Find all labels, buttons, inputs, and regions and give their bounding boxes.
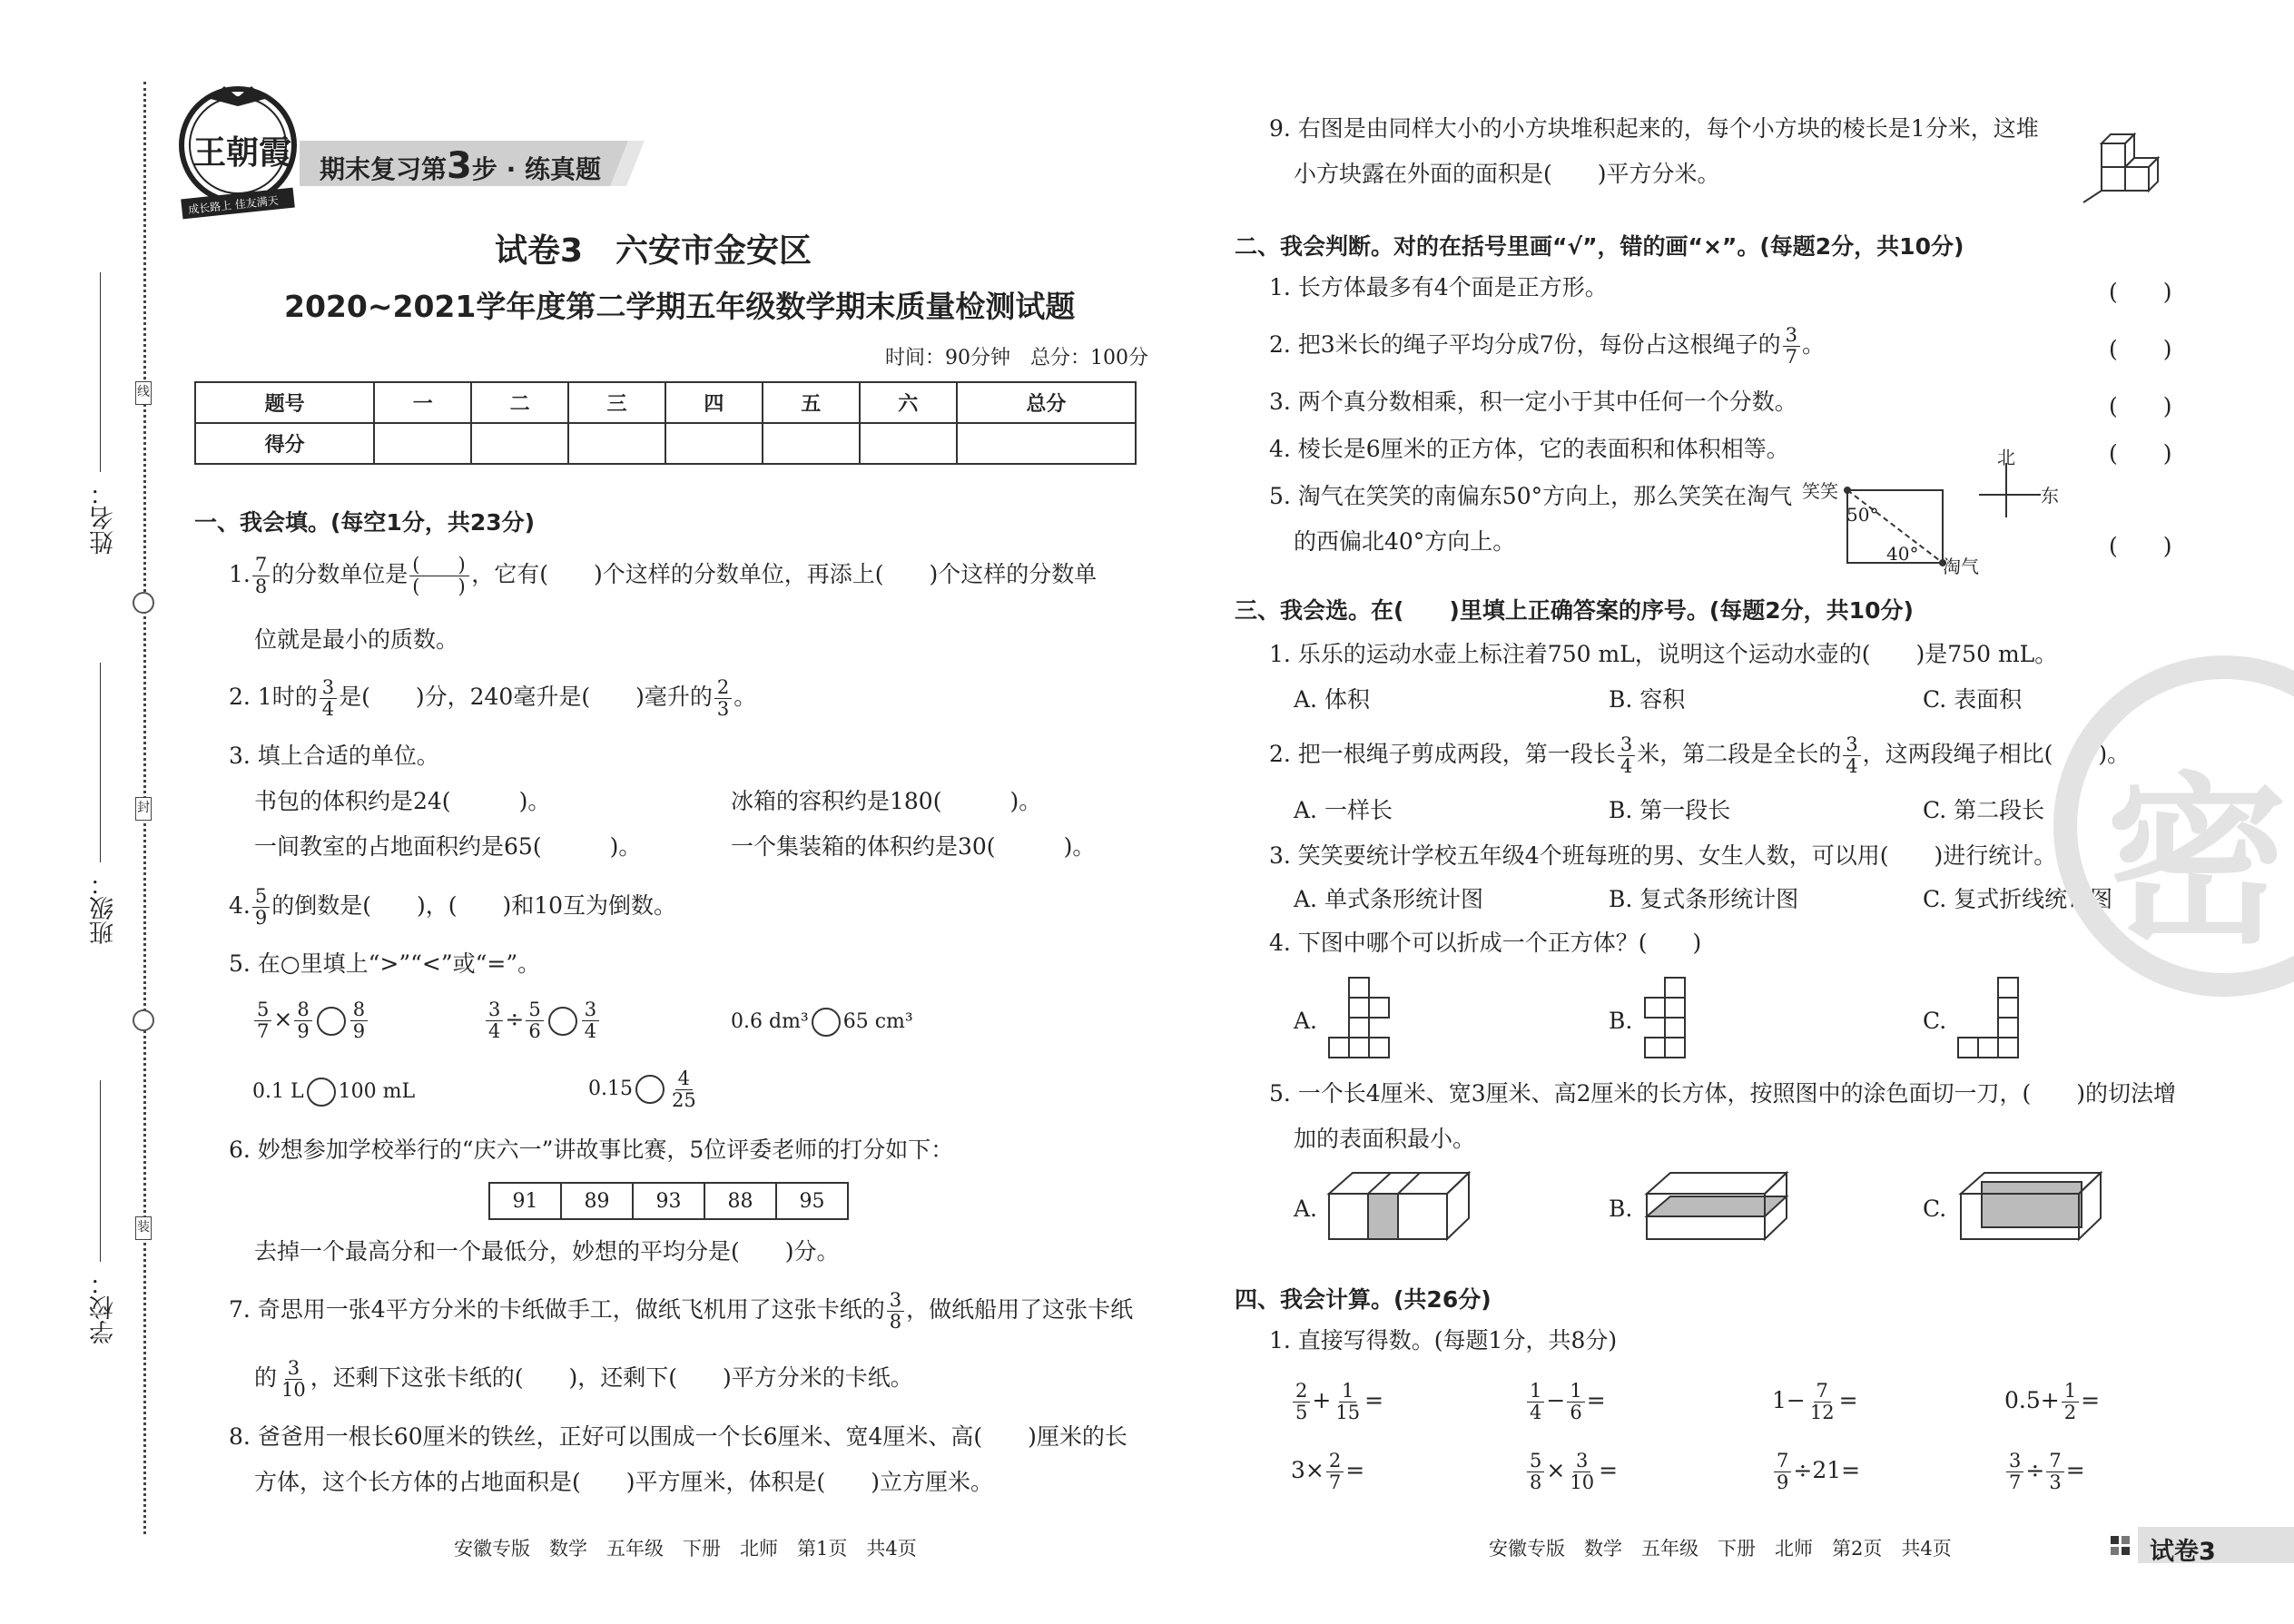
cuboid-cut-c bbox=[1959, 1171, 2104, 1244]
s2-q2: 2. 把3米长的绳子平均分成7份，每份占这根绳子的 $\frac{3}{7}$ 。 bbox=[1269, 324, 1826, 368]
score-header: 六 bbox=[860, 382, 957, 423]
score-header: 一 bbox=[374, 382, 471, 423]
compare-circle[interactable] bbox=[548, 1007, 577, 1036]
cuboid-cut-b bbox=[1645, 1171, 1790, 1244]
exam-meta: 时间：90分钟 总分：100分 bbox=[885, 347, 1148, 369]
score-header: 题号 bbox=[195, 382, 374, 423]
calc-6: $\frac{5}{8}$ × $\frac{3}{10}$ = bbox=[1525, 1445, 1618, 1496]
s1-q3b: 冰箱的容积约是180( )。 bbox=[731, 788, 1042, 814]
s1-q5: 5. 在○里填上“>”“<”或“=”。 bbox=[229, 950, 541, 977]
fraction: $\frac{7}{8}$ bbox=[252, 555, 270, 597]
s3-q1-opt-c[interactable]: C. 表面积 bbox=[1923, 686, 2023, 713]
s3-q5-opt-b[interactable]: B. bbox=[1609, 1196, 1633, 1222]
s3-q3-opt-b[interactable]: B. 复式条形统计图 bbox=[1609, 886, 1799, 912]
s1-q3d: 一个集装箱的体积约是30( )。 bbox=[731, 833, 1096, 860]
s3-q5: 5. 一个长4厘米、宽3厘米、高2厘米的长方体，按照图中的涂色面切一刀，( )的切法增 bbox=[1269, 1080, 2177, 1107]
s1-q2: 2. 1时的 $\frac{3}{4}$ 是( )分，240毫升是( )毫升的 $\frac{2}{3}$ 。 bbox=[229, 676, 757, 720]
fig-xiaoxiao-label: 笑笑 bbox=[1802, 480, 1838, 502]
judge-bracket[interactable]: ( ) bbox=[2109, 440, 2172, 467]
score-header: 五 bbox=[763, 382, 860, 423]
score-cell[interactable] bbox=[860, 423, 957, 464]
s1-q5-expr4: 0.1 L 100 mL bbox=[252, 1078, 415, 1107]
compare-circle[interactable] bbox=[317, 1007, 346, 1036]
s3-q3-opt-a[interactable]: A. 单式条形统计图 bbox=[1294, 886, 1483, 912]
s3-q2-opt-c[interactable]: C. 第二段长 bbox=[1923, 797, 2045, 823]
score-header: 四 bbox=[665, 382, 763, 423]
fig-taoqi-label: 淘气 bbox=[1943, 556, 1979, 577]
s1-q5-expr1: $\frac{5}{7}$ × $\frac{8}{9}$ $\frac{8}{9}$ bbox=[252, 994, 369, 1045]
score-cell[interactable] bbox=[763, 423, 860, 464]
calc-7: $\frac{7}{9}$ ÷21= bbox=[1772, 1445, 1860, 1496]
s3-q1: 1. 乐乐的运动水壶上标注着750 mL，说明这个运动水壶的( )是750 mL。 bbox=[1269, 641, 2058, 667]
section-3-heading: 三、我会选。在( )里填上正确答案的序号。(每题2分，共10分) bbox=[1235, 597, 1914, 624]
logo-ribbon: 成长路上 佳友满天 bbox=[187, 193, 280, 217]
judge-score: 91 bbox=[489, 1183, 561, 1219]
s3-q2-opt-b[interactable]: B. 第一段长 bbox=[1609, 797, 1731, 823]
section-4-heading: 四、我会计算。(共26分) bbox=[1235, 1286, 1492, 1313]
s3-q3: 3. 笑笑要统计学校五年级4个班每班的男、女生人数，可以用( )进行统计。 bbox=[1269, 842, 2057, 869]
footer-left: 安徽专版 数学 五年级 下册 北师 第1页 共4页 bbox=[454, 1538, 917, 1560]
score-cell[interactable] bbox=[374, 423, 471, 464]
judge-score: 95 bbox=[776, 1183, 848, 1219]
s2-q4: 4. 棱长是6厘米的正方体，它的表面积和体积相等。 bbox=[1269, 436, 1789, 462]
name-label: 姓名： bbox=[90, 481, 118, 555]
blank-fraction[interactable]: $\frac{( )}{( )}$ bbox=[409, 555, 469, 597]
s1-q3: 3. 填上合适的单位。 bbox=[229, 743, 439, 769]
score-cell[interactable] bbox=[471, 423, 568, 464]
s2-q5: 5. 淘气在笑笑的南偏东50°方向上，那么笑笑在淘气 bbox=[1269, 483, 1793, 509]
fig-angle-50: 50° bbox=[1846, 504, 1879, 526]
s1-q5-expr3: 0.6 dm³ 65 cm³ bbox=[731, 1008, 913, 1037]
judge-score: 93 bbox=[633, 1183, 704, 1219]
binding-knot bbox=[133, 592, 154, 614]
s3-q2-opt-a[interactable]: A. 一样长 bbox=[1294, 797, 1393, 823]
footer-right: 安徽专版 数学 五年级 下册 北师 第2页 共4页 bbox=[1489, 1538, 1952, 1560]
s1-q3c: 一间教室的占地面积约是65( )。 bbox=[254, 833, 642, 860]
score-cell[interactable] bbox=[957, 423, 1136, 464]
score-row-label: 得分 bbox=[195, 423, 374, 464]
cuboid-cut-a bbox=[1327, 1171, 1472, 1244]
s1-q7-cont: 的 $\frac{3}{10}$ ，还剩下这张卡纸的( )，还剩下( )平方分米的卡纸。 bbox=[254, 1357, 913, 1401]
calc-4: 0.5+ $\frac{1}{2}$ = bbox=[2004, 1380, 2101, 1423]
s1-q7: 7. 奇思用一张4平方分米的卡纸做手工，做纸飞机用了这张卡纸的 $\frac{3}{8}$ ，做纸船用了这张卡纸 bbox=[229, 1289, 1134, 1333]
calc-2: $\frac{1}{4}$ − $\frac{1}{6}$ = bbox=[1525, 1375, 1606, 1426]
judge-bracket[interactable]: ( ) bbox=[2109, 279, 2172, 305]
cube-net-a bbox=[1327, 976, 1400, 1062]
cube-net-b bbox=[1643, 976, 1716, 1062]
binding-mark-install: 装 bbox=[135, 1216, 152, 1240]
name-field[interactable] bbox=[100, 272, 101, 472]
score-header: 二 bbox=[471, 382, 568, 423]
q9: 9. 右图是由同样大小的小方块堆积起来的，每个小方块的棱长是1分米，这堆 bbox=[1269, 115, 2039, 142]
compass-north: 北 bbox=[1997, 447, 2015, 468]
judge-score: 89 bbox=[561, 1183, 633, 1219]
banner-title: 期末复习第3步 · 练真题 bbox=[320, 145, 601, 187]
cube-stack-figure bbox=[2083, 116, 2183, 207]
s3-q1-opt-b[interactable]: B. 容积 bbox=[1609, 686, 1686, 713]
s1-q8-cont: 方体，这个长方体的占地面积是( )平方厘米，体积是( )立方厘米。 bbox=[254, 1469, 994, 1495]
exam-badge: 试卷3 bbox=[2150, 1538, 2216, 1566]
section-1-heading: 一、我会填。(每空1分，共23分) bbox=[194, 509, 536, 536]
compass-east: 东 bbox=[2041, 485, 2059, 507]
s2-q5-cont: 的西偏北40°方向上。 bbox=[1294, 528, 1516, 555]
calc-1: $\frac{2}{5}$ + $\frac{1}{15}$ = bbox=[1291, 1375, 1383, 1426]
class-label: 班级： bbox=[90, 871, 118, 945]
s1-q5-expr5: 0.15 $\frac{4}{25}$ bbox=[588, 1067, 696, 1111]
q9-cont: 小方块露在外面的面积是( )平方分米。 bbox=[1294, 161, 1720, 187]
logo-text: 王朝霞 bbox=[193, 133, 292, 172]
calc-5: 3× $\frac{2}{7}$ = bbox=[1291, 1450, 1365, 1493]
s3-q4: 4. 下图中哪个可以折成一个正方体？( ) bbox=[1269, 930, 1702, 956]
exam-subtitle: 2020~2021学年度第二学期五年级数学期末质量检测试题 bbox=[284, 289, 1076, 324]
judge-bracket[interactable]: ( ) bbox=[2109, 533, 2172, 559]
s2-q3: 3. 两个真分数相乘，积一定小于其中任何一个分数。 bbox=[1269, 389, 1797, 415]
calc-8: $\frac{3}{7}$ ÷ $\frac{7}{3}$ = bbox=[2004, 1445, 2085, 1496]
s1-q4: 4. $\frac{5}{9}$ 的倒数是( )，( )和10互为倒数。 bbox=[229, 885, 677, 929]
score-row bbox=[195, 423, 1136, 464]
s3-q5-cont: 加的表面积最小。 bbox=[1294, 1126, 1476, 1152]
s4-q1: 1. 直接写得数。(每题1分，共8分) bbox=[1269, 1327, 1618, 1353]
score-table bbox=[194, 381, 1137, 465]
s1-q3a: 书包的体积约是24( )。 bbox=[254, 788, 551, 814]
score-header: 三 bbox=[568, 382, 665, 423]
s1-q5-expr2: $\frac{3}{4}$ ÷ $\frac{5}{6}$ $\frac{3}{4}$ bbox=[484, 994, 601, 1045]
score-header-row bbox=[195, 382, 1136, 423]
cube-net-c bbox=[1956, 976, 2029, 1062]
score-cell[interactable] bbox=[568, 423, 665, 464]
judge-bracket[interactable]: ( ) bbox=[2109, 393, 2172, 419]
compare-circle[interactable] bbox=[812, 1008, 841, 1037]
s2-q1: 1. 长方体最多有4个面是正方形。 bbox=[1269, 274, 1608, 300]
s3-q4-opt-c[interactable]: C. bbox=[1923, 1008, 1947, 1034]
judge-score: 88 bbox=[704, 1183, 776, 1219]
s3-q4-opt-a[interactable]: A. bbox=[1294, 1008, 1318, 1034]
school-field[interactable] bbox=[100, 1080, 101, 1262]
s3-q5-opt-c[interactable]: C. bbox=[1923, 1196, 1947, 1222]
s1-q1: 1. $\frac{7}{8}$ 的分数单位是 $\frac{( )}{( )}$ ，它有( )个这样的分数单位，再添上( )个这样的分数单 bbox=[229, 554, 1098, 597]
binding-knot bbox=[133, 1009, 154, 1031]
score-header: 总分 bbox=[957, 382, 1136, 423]
fig-angle-40: 40° bbox=[1886, 543, 1919, 565]
watermark-text: 密 bbox=[2106, 757, 2289, 969]
section-2-heading: 二、我会判断。对的在括号里画“√”，错的画“×”。(每题2分，共10分) bbox=[1235, 233, 1964, 260]
s3-q1-opt-a[interactable]: A. 体积 bbox=[1294, 686, 1370, 713]
s3-q2: 2. 把一根绳子剪成两段，第一段长 $\frac{3}{4}$ 米，第二段是全长的 $\frac{3}{4}$ ，这两段绳子相比( )。 bbox=[1269, 733, 2131, 777]
compare-circle[interactable] bbox=[307, 1078, 336, 1107]
class-field[interactable] bbox=[100, 663, 101, 862]
score-cell[interactable] bbox=[665, 423, 763, 464]
binding-mark-seal: 封 bbox=[135, 797, 152, 821]
s1-q8: 8. 爸爸用一根长60厘米的铁丝，正好可以围成一个长6厘米、宽4厘米、高( )厘米的长 bbox=[229, 1423, 1127, 1450]
calc-3: 1− $\frac{7}{12}$ = bbox=[1772, 1380, 1858, 1423]
binding-mark-line: 线 bbox=[135, 381, 152, 405]
s1-q1-cont: 位就是最小的质数。 bbox=[254, 626, 459, 653]
s3-q4-opt-b[interactable]: B. bbox=[1609, 1008, 1633, 1034]
s3-q3-opt-c[interactable]: C. 复式折线统计图 bbox=[1923, 886, 2113, 912]
s3-q5-opt-a[interactable]: A. bbox=[1294, 1196, 1318, 1222]
exam-title: 试卷3 六安市金安区 bbox=[495, 232, 812, 270]
compare-circle[interactable] bbox=[635, 1075, 665, 1104]
school-label: 学校： bbox=[90, 1271, 118, 1344]
judge-bracket[interactable]: ( ) bbox=[2109, 336, 2172, 362]
judge-scores-table bbox=[488, 1182, 849, 1220]
s1-q6-cont: 去掉一个最高分和一个最低分，妙想的平均分是( )分。 bbox=[254, 1238, 840, 1265]
s1-q6: 6. 妙想参加学校举行的“庆六一”讲故事比赛，5位评委老师的打分如下： bbox=[229, 1137, 954, 1163]
